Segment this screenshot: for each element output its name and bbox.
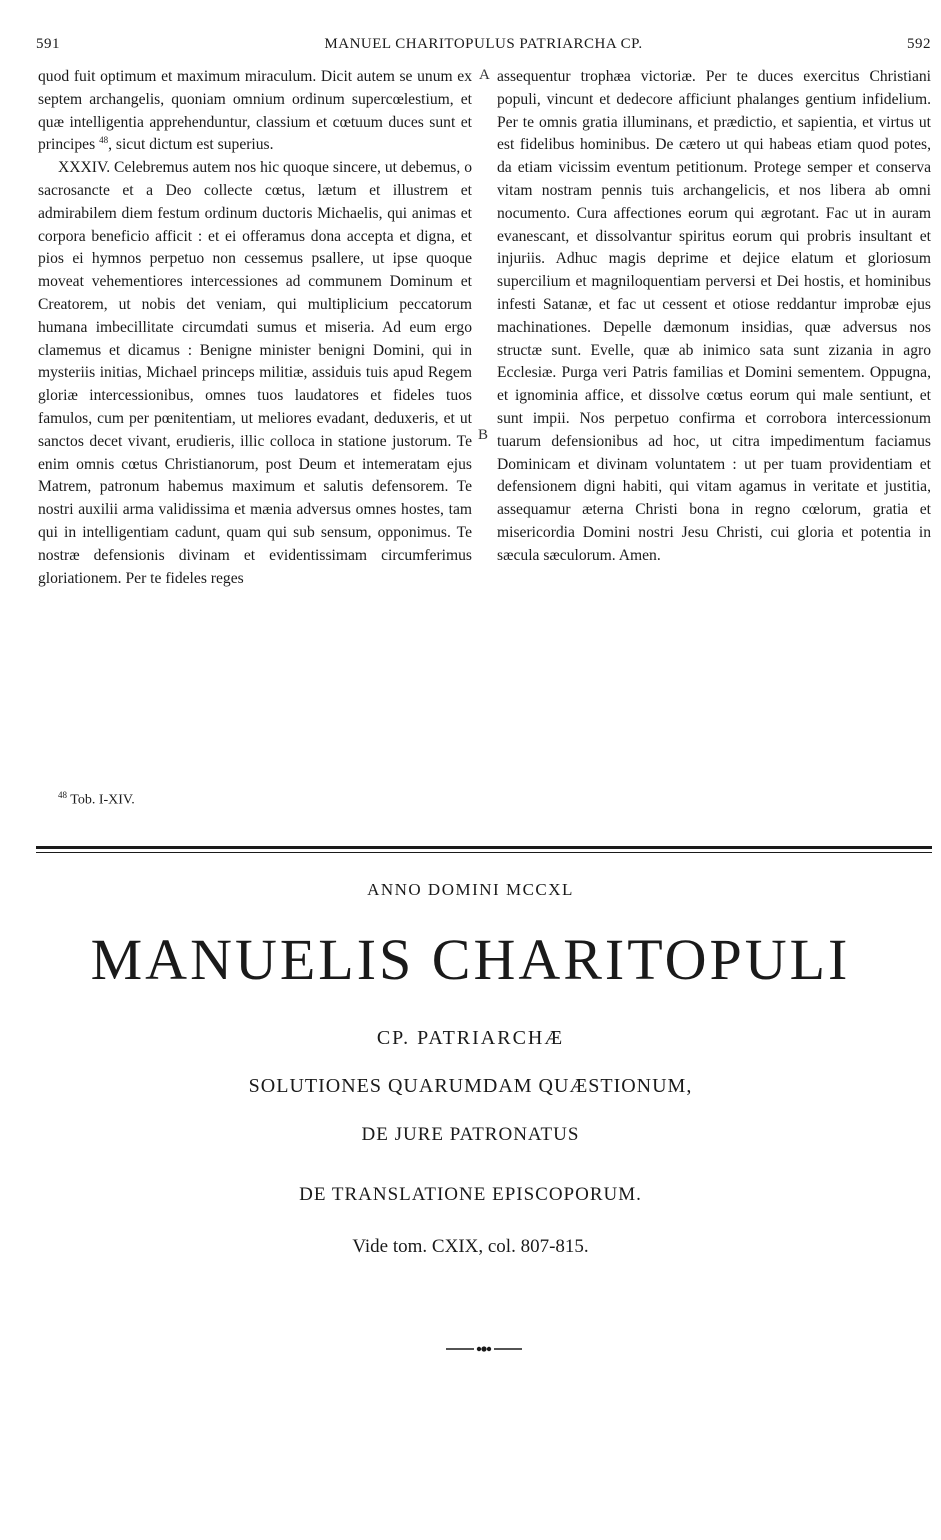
left-paragraph-2: XXXIV. Celebremus autem nos hic quoque sincere, ut debemus, o sacrosancte et a Deo collecte cœtus, lætum et illustrem et admirabilem diem festum ordinum ductoris Michaelis, qui animas et corpora beneficio afficit : et ei offeramus dona accepta et digna, et pios ei hymnos perpetuo non cessemus psallere, ut ipse quoque moveat vehementiores intercessiones ad communem Dominum et Creatorem, ut nobis det veniam, qui multiplicium peccatorum humana imbecillitate circumdati sumus et miseria. Ad eum ergo clamemus et dicamus : Benigne minister benigni Domini, qui in mysteriis initias, Michael princeps militiæ, assiduis tuis apud Regem gloriæ intercessionibus, omnes tuos laudatores et fideles tuos famulos, cum per pœnitentiam, ut meliores evadant, deduxeris, et ut sanctos decet vivant, erudieris, illic colloca in statione justorum. Te enim omnis cœtus Christianorum, post Deum et intemeratam ejus Matrem, patronum habemus maximum et salutis defensorem. Te nostri auxilii arma validissima et mænia adversus omnes hostes, tam qui in intelligentiam cadunt, quam qui sub sensum, opponimus. Te nostræ defensionis divinam et evidentissimam circumferimus gloriationem. Per te fideles reges bbox=[38, 159, 472, 587]
page-number-left: 591 bbox=[36, 36, 60, 52]
running-header bbox=[36, 36, 931, 58]
end-ornament-icon bbox=[446, 1345, 522, 1353]
right-column bbox=[497, 66, 931, 568]
left-column bbox=[38, 66, 472, 590]
section-divider-thin bbox=[36, 852, 932, 853]
section-title: MANUELIS CHARITOPULI bbox=[90, 927, 851, 992]
right-paragraph-1: assequentur trophæa victoriæ. Per te duces exercitus Christiani populi, vincunt et dedecore afficiunt phalanges gentium infidelium. Per te omnis gratia illuminans, et prædictio, et sapientia, et virtus ut est fidelibus hominibus. De cætero ut qui habeas etiam quod potes, da etiam vicissim eventum petitionum. Protege semper et conserva vitam nostram pennis tuis archangelicis, et nos libera ab omni nocumento. Cura affectiones eorum qui ægrotant. Fac ut in auram evanescant, et dissolvantur spiritus eorum qui probris insultant et injuriis. Adhuc magis deprime et dejice elatum et gloriosum supercilium et magniloquentiam perversi et Dei hostis, et hominibus infesti Satanæ, et fac ut cessent et otiose reddantur improbæ ejus machinationes. Depelle dæmonum insidias, quæ adversus nos structæ sunt. Evelle, quæ ab inimico sata sunt zizania in agro Ecclesiæ. Purga veri Patris familias et Domini sementem. Oppugna, et ignominia affice, et dissolve cœtus eorum qui male sentiunt, et sunt impii. Nos perpetuo confirma et corrobora intercessionum tuarum defensionibus ad hoc, ut citra impedimentum faciamus Dominicam et divinam voluntatem : ut per tuam providentiam et defensionem digni habiti, qui vitam agamus in veritate et justitia, assequamur æterna Christi bona in regno cœlorum, gratia et misericordia Domini nostri Jesu Christi, cui gloria et potentia in sæcula sæculorum. Amen. bbox=[497, 68, 931, 564]
footnote-number: 48 bbox=[58, 790, 67, 800]
marginal-letter-b: B bbox=[478, 427, 489, 443]
section-subtitle: CP. PATRIARCHÆ bbox=[376, 1027, 565, 1049]
section-line-solutiones: SOLUTIONES QUARUMDAM QUÆSTIONUM, bbox=[248, 1075, 693, 1097]
left-paragraph-1 bbox=[38, 66, 472, 157]
section-line-patronatus: DE JURE PATRONATUS bbox=[361, 1124, 580, 1145]
section-line-translatione: DE TRANSLATIONE EPISCOPORUM. bbox=[299, 1184, 642, 1205]
footnote bbox=[58, 790, 135, 809]
footnote-text: Tob. I-XIV. bbox=[70, 792, 135, 808]
cross-reference: Vide tom. CXIX, col. 807-815. bbox=[352, 1236, 589, 1257]
left-paragraph-1-text: quod fuit optimum et maximum miraculum. Dicit autem se unum ex septem archangelis, quoniam omnium ordinum supercœlestium, et quæ intelligentia apprehenduntur, classium et cœtuum duces sunt et principes bbox=[38, 68, 472, 154]
anno-domini-line: ANNO DOMINI MCCXL bbox=[367, 880, 574, 899]
marginal-letter-a: A bbox=[479, 67, 490, 83]
running-title: MANUEL CHARITOPULUS PATRIARCHA CP. bbox=[324, 36, 643, 52]
left-paragraph-1-tail: , sicut dictum est superius. bbox=[108, 136, 274, 154]
section-divider-thick bbox=[36, 846, 932, 849]
footnote-reference: 48 bbox=[99, 135, 109, 146]
page-number-right: 592 bbox=[907, 36, 931, 52]
